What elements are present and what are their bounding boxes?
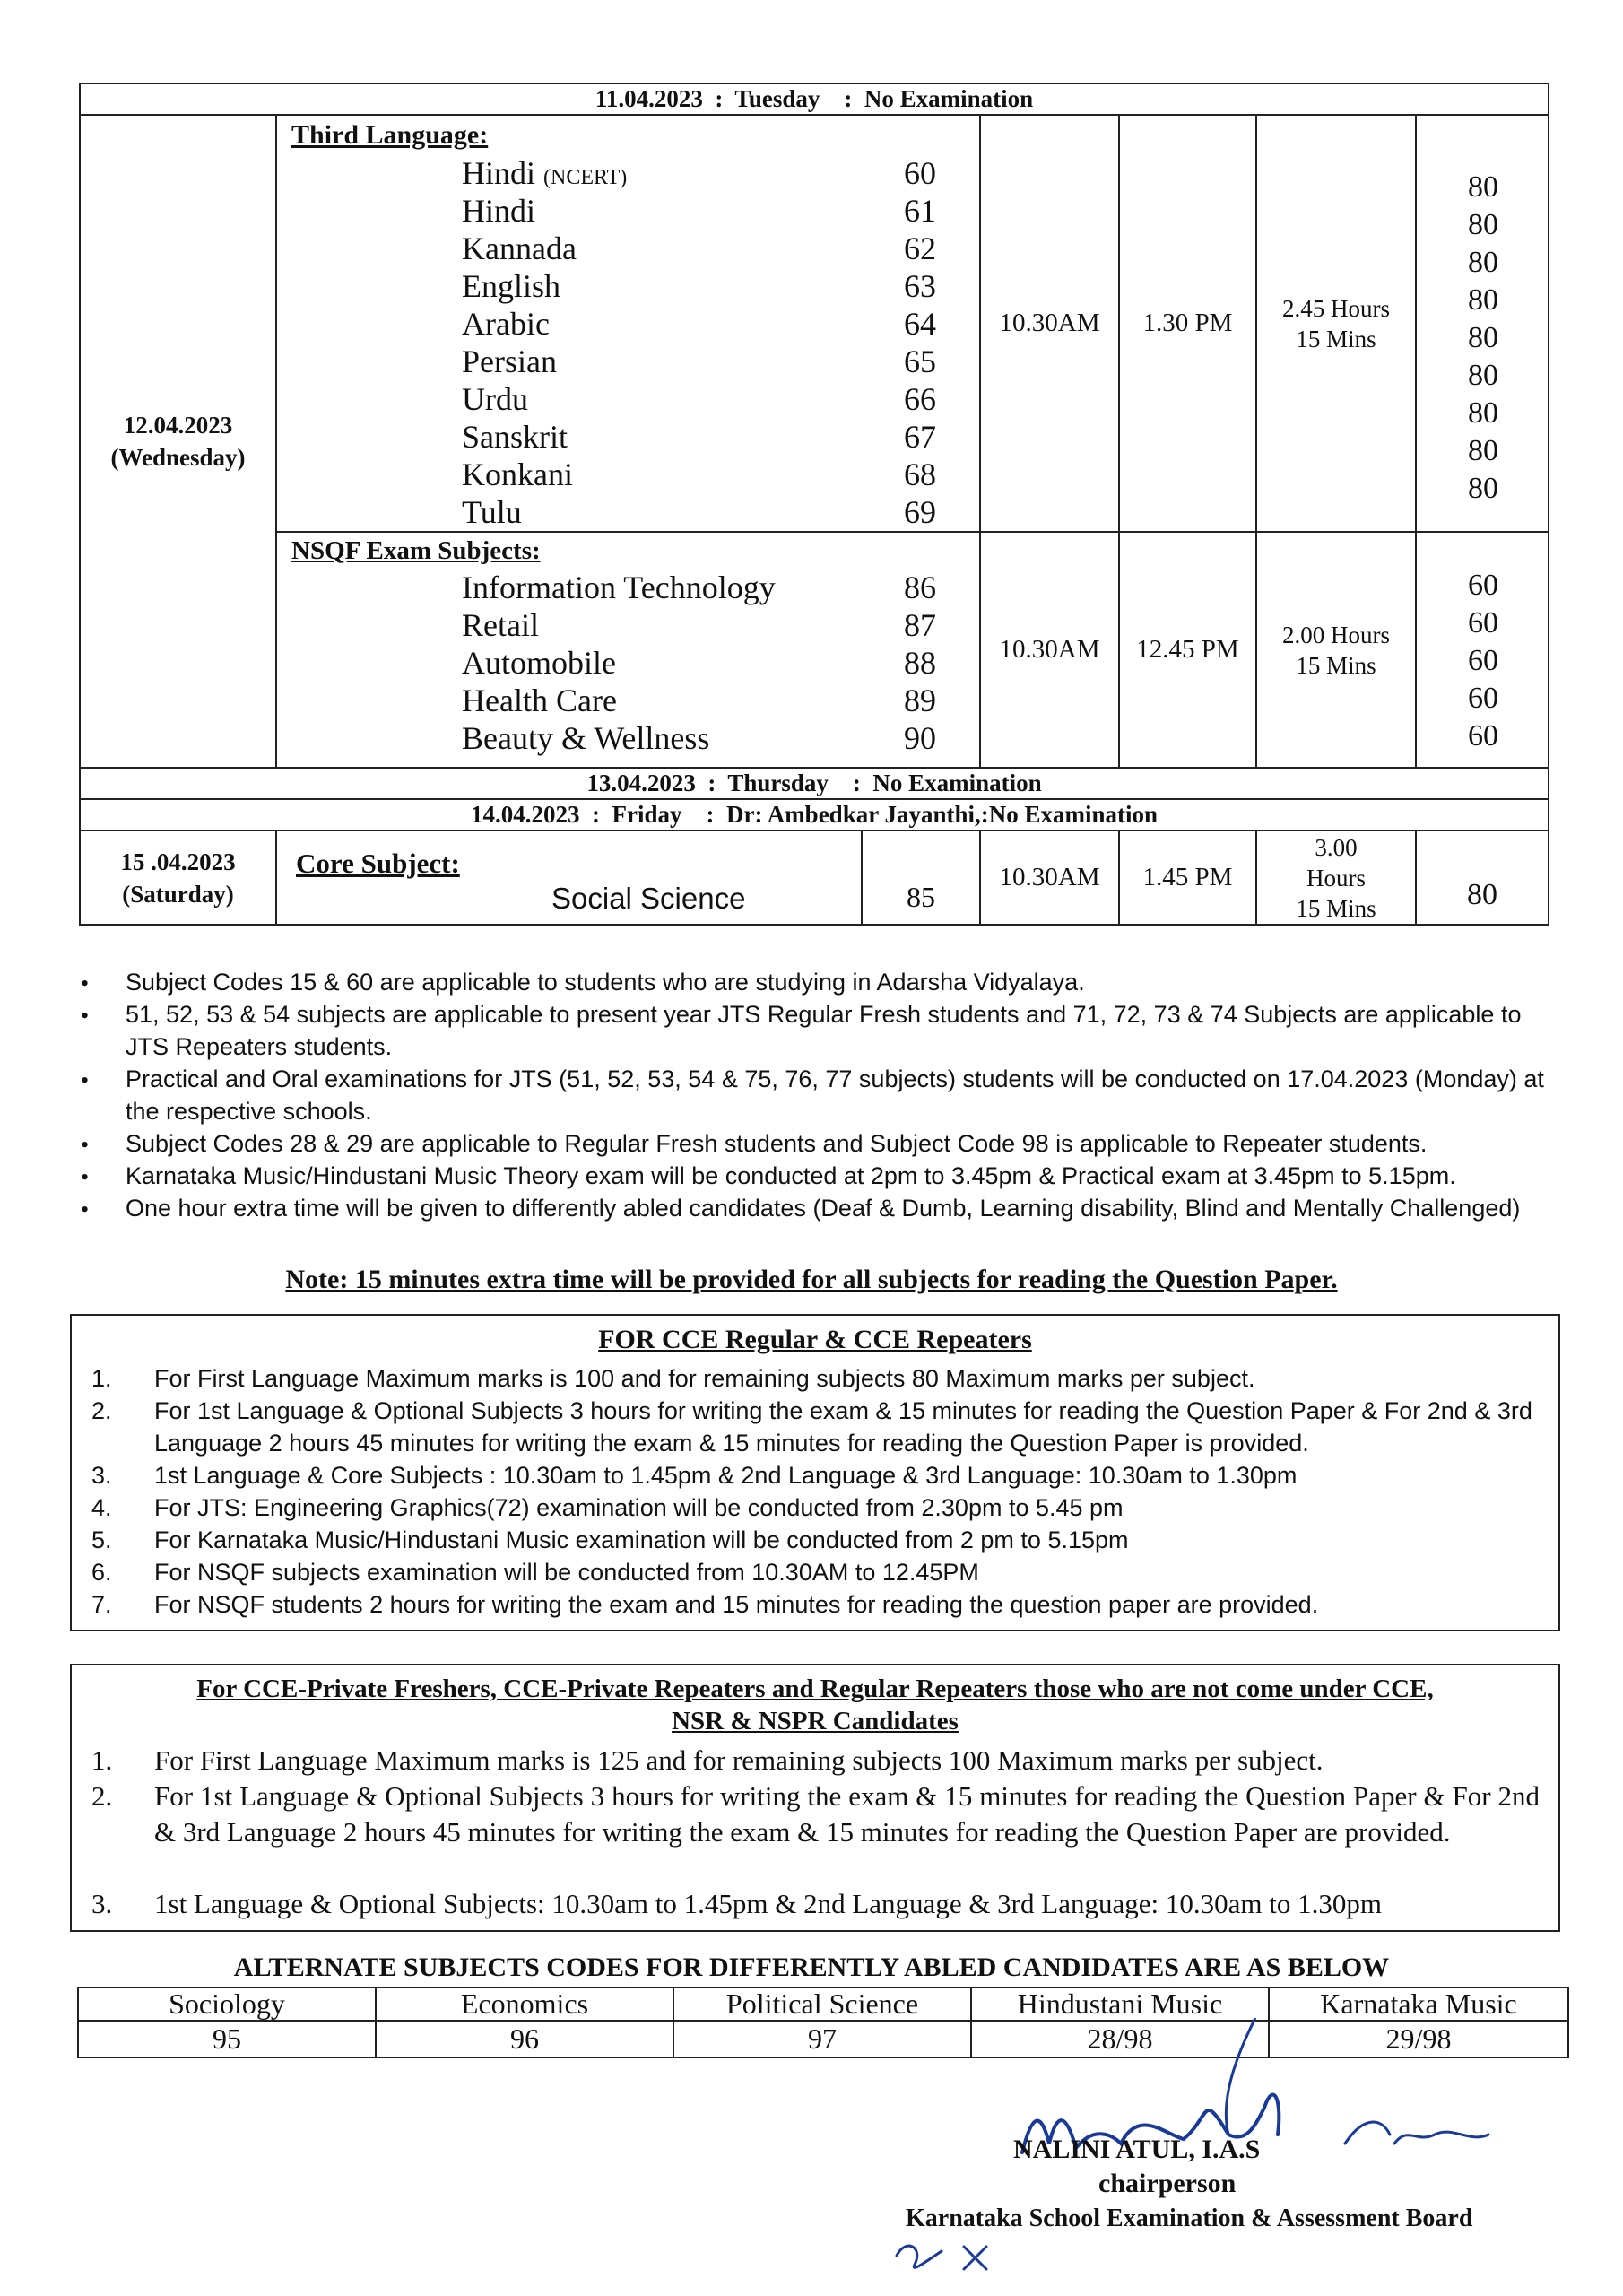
subject-name: Retail (462, 607, 539, 643)
alt-code: 28/98 (1087, 2022, 1153, 2055)
signatory-role: chairperson (1098, 2169, 1237, 2198)
sat-date-cell (81, 831, 275, 924)
note-item: One hour extra time will be given to differently abled candidates (Deaf & Dumb, Learning disability, Blind and Mentally Challenged) (126, 1195, 1521, 1222)
private-box-title-line2: NSR & NSPR Candidates (672, 1707, 959, 1735)
core-subject-name: Social Science (551, 882, 746, 915)
alt-header-sociology: Sociology (169, 1987, 285, 2020)
subject-code: 89 (904, 683, 936, 718)
subject-code: 90 (904, 720, 936, 756)
core-end-time: 1.45 PM (1142, 863, 1233, 891)
third-duration: 2.45 Hours 15 Mins (1282, 294, 1390, 352)
subject-name: Sanskrit (462, 419, 568, 455)
subject-name: Information Technology (462, 570, 776, 605)
wed-date: 12.04.2023 (123, 412, 233, 439)
subject-code: 88 (904, 645, 936, 681)
subject-code: 60 (904, 155, 936, 191)
max-marks: 80 (1468, 246, 1498, 279)
core-subject-code: 85 (907, 880, 935, 913)
max-marks: 80 (1468, 321, 1498, 354)
note-item: 51, 52, 53 & 54 subjects are applicable to present year JTS Regular Fresh students and 71, 72, 73 & 74 Subjects are applicable to JTS Repeaters students. (126, 1001, 1522, 1060)
core-max-marks: 80 (1467, 877, 1497, 911)
nsqf-duration: 2.00 Hours 15 Mins (1282, 621, 1390, 679)
bullet-dot: • (81, 1132, 90, 1158)
subject-code: 87 (904, 607, 936, 643)
subject-code: 64 (904, 306, 936, 342)
max-marks: 60 (1468, 719, 1498, 752)
private-candidates-box: For CCE-Private Freshers, CCE-Private Repeaters and Regular Repeaters those who are not come under CCE, NSR & NSPR Candidates 1. For First Language Maximum marks is 125 and for remaining subjects 100 Maximum marks per subject. 2. For 1st Language & Optional Subjects 3 hours for writing the exam & 15 minutes for reading the Question Paper & For 2nd & 3rd Language 2 hours 45 minutes for writing the exam & 15 minutes for reading the Question Paper are provided. 3. 1st Language & Optional Subjects: 10.30am to 1.45pm & 2nd Language & 3rd Language: 10.30am to 1.30pm (70, 1664, 1560, 1932)
subject-code: 63 (904, 268, 936, 304)
subject-name: English (462, 268, 561, 304)
core-duration: 3.00 Hours 15 Mins (1296, 833, 1376, 922)
subject-name: Urdu (462, 381, 528, 417)
wed-day: (Wednesday) (110, 444, 246, 471)
subject-name: Beauty & Wellness (462, 720, 710, 756)
alt-header-economics: Economics (460, 1987, 589, 2020)
initials-mark (888, 2229, 1031, 2283)
subject-name: Hindi (NCERT) (462, 155, 628, 191)
subject-name: Health Care (462, 683, 617, 718)
subject-name: Automobile (462, 645, 616, 681)
max-marks: 60 (1468, 682, 1498, 715)
subject-code: 67 (904, 419, 936, 455)
alt-codes-heading: ALTERNATE SUBJECTS CODES FOR DIFFERENTLY ABLED CANDIDATES ARE AS BELOW (233, 1952, 1390, 1982)
max-marks: 80 (1468, 208, 1498, 241)
alt-code: 29/98 (1385, 2022, 1452, 2055)
bullet-dot: • (81, 1067, 90, 1093)
max-marks: 80 (1468, 396, 1498, 430)
alt-header-political-science: Political Science (725, 1987, 919, 2020)
subject-code: 68 (904, 457, 936, 492)
max-marks: 80 (1468, 283, 1498, 317)
alt-header-karnataka-music: Karnataka Music (1320, 1987, 1517, 2020)
alt-code: 96 (510, 2022, 539, 2055)
max-marks: 80 (1468, 170, 1498, 204)
bullet-dot: • (81, 1003, 90, 1029)
max-marks: 60 (1468, 569, 1498, 602)
subject-name: Arabic (462, 306, 550, 342)
cce-box-title: FOR CCE Regular & CCE Repeaters (598, 1325, 1032, 1354)
third-end-time: 1.30 PM (1142, 309, 1233, 337)
nsqf-end-time: 12.45 PM (1136, 635, 1239, 664)
private-box-title-line1: For CCE-Private Freshers, CCE-Private Repeaters and Regular Repeaters those who are not come under CCE, (196, 1674, 1434, 1703)
day-row-11: 11.04.2023 : Tuesday : No Examination (595, 85, 1034, 112)
sat-date: 15 .04.2023 (120, 848, 236, 875)
cce-item: 2. For 1st Language & Optional Subjects 3 hours for writing the exam & 15 minutes for reading the Question Paper & For 2nd & 3rd Language 2 hours 45 minutes for writing the exam & 15 minutes for reading the Question Paper is provided. (91, 1397, 1532, 1457)
max-marks: 80 (1468, 434, 1498, 467)
core-subject-heading: Core Subject: (296, 848, 460, 879)
subject-name: Persian (462, 344, 557, 379)
core-start-time: 10.30AM (999, 863, 1100, 891)
signatory-organisation: Karnataka School Examination & Assessment Board (906, 2205, 1473, 2232)
subject-code: 61 (904, 193, 936, 229)
subject-code: 62 (904, 230, 936, 266)
subject-code: 66 (904, 381, 936, 417)
alt-header-hindustani-music: Hindustani Music (1017, 1987, 1223, 2020)
cce-regular-box: FOR CCE Regular & CCE Repeaters 1. For First Language Maximum marks is 100 and for remaining subjects 80 Maximum marks per subject. 2. For 1st Language & Optional Subjects 3 hours for writing the exam & 15 minutes for reading the Question Paper & For 2nd & 3rd Language 2 hours 45 minutes for writing the exam & 15 minutes for reading the Question Paper is provided. 3. 1st Language & Core Subjects : 10.30am to 1.45pm & 2nd Language & 3rd Language: 10.30am to 1.30pm 4. For JTS: Engineering Graphics(72) examination will be conducted from 2.30pm to 5.45 pm 5. For Karnataka Music/Hindustani Music examination will be conducted from 2 pm to 5.15pm 6. For NSQF subjects examination will be conducted from 10.30AM to 12.45PM 7. For NSQF students 2 hours for writing the exam and 15 minutes for reading the question paper are provided. (70, 1314, 1560, 1631)
max-marks: 80 (1468, 359, 1498, 392)
third-language-heading: Third Language: (291, 120, 489, 150)
subject-code: 69 (904, 494, 936, 530)
note-item: Karnataka Music/Hindustani Music Theory exam will be conducted at 2pm to 3.45pm & Practical exam at 3.45pm to 5.15pm. (126, 1162, 1456, 1189)
day-row-14: 14.04.2023 : Friday : Dr: Ambedkar Jayanthi,:No Examination (470, 801, 1159, 828)
max-marks: 60 (1468, 606, 1498, 639)
bullet-dot: • (81, 970, 90, 996)
private-item: 2. For 1st Language & Optional Subjects 3 hours for writing the exam & 15 minutes for reading the Question Paper & For 2nd & 3rd Language 2 hours 45 minutes for writing the exam & 15 minutes for reading the Question Paper are provided. (91, 1780, 1540, 1848)
max-marks: 60 (1468, 644, 1498, 677)
subject-code: 86 (904, 570, 936, 605)
subject-name: Tulu (462, 494, 522, 530)
note-item: Subject Codes 15 & 60 are applicable to students who are studying in Adarsha Vidyalaya. (126, 969, 1085, 996)
alt-code: 95 (213, 2022, 241, 2055)
alt-code: 97 (808, 2022, 837, 2055)
subject-code: 65 (904, 344, 936, 379)
bullet-dot: • (81, 1164, 90, 1190)
subject-name: Kannada (462, 230, 577, 266)
max-marks: 80 (1468, 472, 1498, 505)
day-row-13: 13.04.2023 : Thursday : No Examination (586, 770, 1042, 796)
extra-time-note: Note: 15 minutes extra time will be provided for all subjects for reading the Question Paper. (285, 1265, 1338, 1294)
wed-date-cell (81, 116, 275, 767)
subject-name: Hindi (462, 193, 536, 229)
sat-day: (Saturday) (122, 880, 234, 908)
note-item: Practical and Oral examinations for JTS (51, 52, 53, 54 & 75, 76, 77 subjects) students will be conducted on 17.04.2023 (Monday) at the respective schools. (126, 1065, 1544, 1125)
nsqf-heading: NSQF Exam Subjects: (291, 536, 541, 565)
signatory-name: NALINI ATUL, I.A.S (1013, 2135, 1261, 2164)
subject-name: Konkani (462, 457, 573, 492)
note-item: Subject Codes 28 & 29 are applicable to Regular Fresh students and Subject Code 98 is applicable to Repeater students. (126, 1130, 1428, 1157)
third-start-time: 10.30AM (999, 309, 1100, 337)
nsqf-start-time: 10.30AM (999, 635, 1100, 664)
bullet-dot: • (81, 1196, 90, 1222)
